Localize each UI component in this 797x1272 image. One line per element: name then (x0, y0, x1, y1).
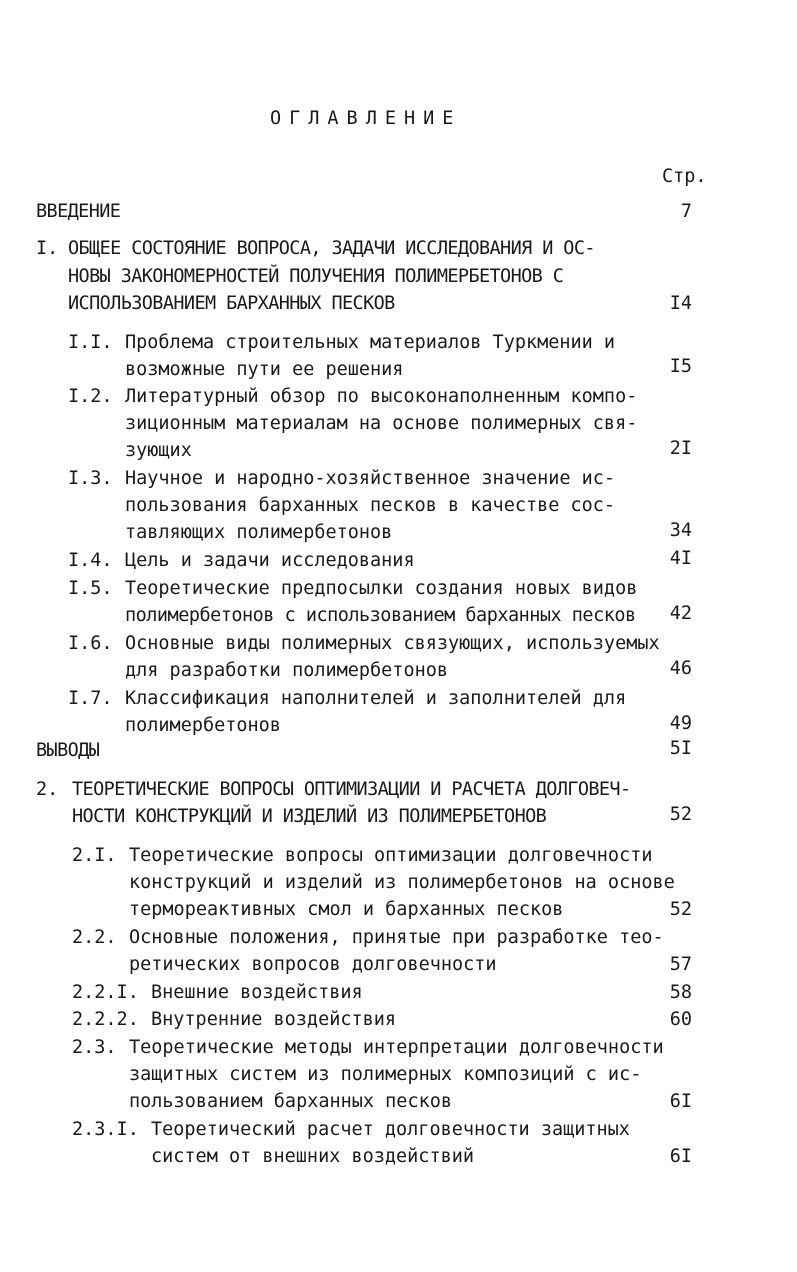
entry-text: Теоретические предпосылки создания новых видов (125, 578, 638, 599)
entry-page: I5 (669, 356, 692, 377)
entry-text: для разработки полимербетонов (125, 660, 449, 681)
entry-text: Литературный обзор по высоконаполненным компо- (125, 386, 638, 407)
entry-text: Проблема строительных материалов Туркмении и (125, 332, 616, 353)
entry-text: ВВЕДЕНИЕ (36, 201, 121, 222)
entry-number: I. (36, 238, 59, 259)
entry-number: I.2. (68, 386, 113, 407)
entry-number: I.7. (68, 688, 113, 709)
entry-text: НОВЫ ЗАКОНОМЕРНОСТЕЙ ПОЛУЧЕНИЯ ПОЛИМЕРБЕТОНОВ С (68, 266, 564, 287)
entry-text: Теоретические вопросы оптимизации долговечности (129, 845, 653, 866)
entry-page: 58 (669, 982, 692, 1003)
entry-text: Теоретические методы интерпретации долговечности (129, 1037, 664, 1058)
entry-number: I.3. (68, 468, 113, 489)
entry-text: пользования барханных песков в качестве сос- (125, 495, 616, 516)
entry-text: Теоретический расчет долговечности защитных (151, 1119, 630, 1140)
entry-number: I.I. (68, 332, 113, 353)
entry-text: полимербетонов (125, 715, 281, 736)
entry-number: I.6. (68, 633, 113, 654)
entry-number: 2.I. (72, 845, 117, 866)
entry-page: 57 (669, 954, 692, 975)
entry-text: ретических вопросов долговечности (129, 954, 497, 975)
entry-text: конструкций и изделий из полимербетонов на основе (129, 872, 675, 893)
entry-text: термореактивных смол и барханных песков (129, 899, 564, 920)
entry-text: тавляющих полимербетонов (125, 522, 393, 543)
entry-text: пользованием барханных песков (129, 1091, 453, 1112)
entry-number: 2.2.I. (72, 982, 139, 1003)
entry-page: 4I (669, 548, 692, 569)
entry-text: ВЫВОДЫ (36, 740, 100, 761)
entry-page: 6I (669, 1146, 692, 1167)
entry-text: Основные виды полимерных связующих, используемых (125, 633, 660, 654)
entry-text: ТЕОРЕТИЧЕСКИЕ ВОПРОСЫ ОПТИМИЗАЦИИ И РАСЧЕТА ДОЛГОВЕЧ- (72, 779, 631, 800)
entry-text: Внешние воздействия (151, 982, 363, 1003)
toc-title: ОГЛАВЛЕНИЕ (270, 108, 462, 129)
entry-number: 2.3.I. (72, 1119, 139, 1140)
entry-text: защитных систем из полимерных композиций с ис- (129, 1064, 642, 1085)
entry-page: 6I (669, 1091, 692, 1112)
entry-text: полимербетонов с использованием барханных песков (125, 605, 636, 626)
entry-number: 2.2. (72, 927, 117, 948)
entry-number: I.5. (68, 578, 113, 599)
entry-text: Научное и народно-хозяйственное значение ис- (125, 468, 616, 489)
entry-text: зующих (125, 440, 192, 461)
entry-number: I.4. (68, 550, 113, 571)
entry-page: 5I (669, 738, 692, 759)
entry-page: 34 (669, 520, 692, 541)
entry-page: 7 (680, 201, 692, 222)
entry-text: ОБЩЕЕ СОСТОЯНИЕ ВОПРОСА, ЗАДАЧИ ИССЛЕДОВАНИЯ И ОС- (68, 238, 595, 259)
entry-text: Внутренние воздействия (151, 1009, 397, 1030)
entry-text: Классификация наполнителей и заполнителей для (125, 688, 627, 709)
entry-text: систем от внешних воздействий (151, 1146, 475, 1167)
entry-page: I4 (669, 293, 692, 314)
entry-text: ИСПОЛЬЗОВАНИЕМ БАРХАННЫХ ПЕСКОВ (68, 293, 395, 314)
entry-number: 2.3. (72, 1037, 117, 1058)
page-column-header: Стр. (662, 166, 707, 187)
entry-text: зиционным материалам на основе полимерных свя- (125, 413, 638, 434)
entry-page: 52 (669, 804, 692, 825)
entry-page: 42 (669, 603, 692, 624)
entry-text: Основные положения, принятые при разработке тео- (129, 927, 664, 948)
entry-number: 2. (36, 779, 59, 800)
entry-page: 49 (669, 713, 692, 734)
entry-text: возможные пути ее решения (125, 359, 404, 380)
entry-number: 2.2.2. (72, 1009, 139, 1030)
entry-page: 46 (669, 658, 692, 679)
entry-page: 60 (669, 1009, 692, 1030)
entry-text: Цель и задачи исследования (125, 550, 415, 571)
entry-text: НОСТИ КОНСТРУКЦИЙ И ИЗДЕЛИЙ ИЗ ПОЛИМЕРБЕТОНОВ (72, 806, 547, 827)
entry-page: 52 (669, 899, 692, 920)
entry-page: 2I (669, 438, 692, 459)
